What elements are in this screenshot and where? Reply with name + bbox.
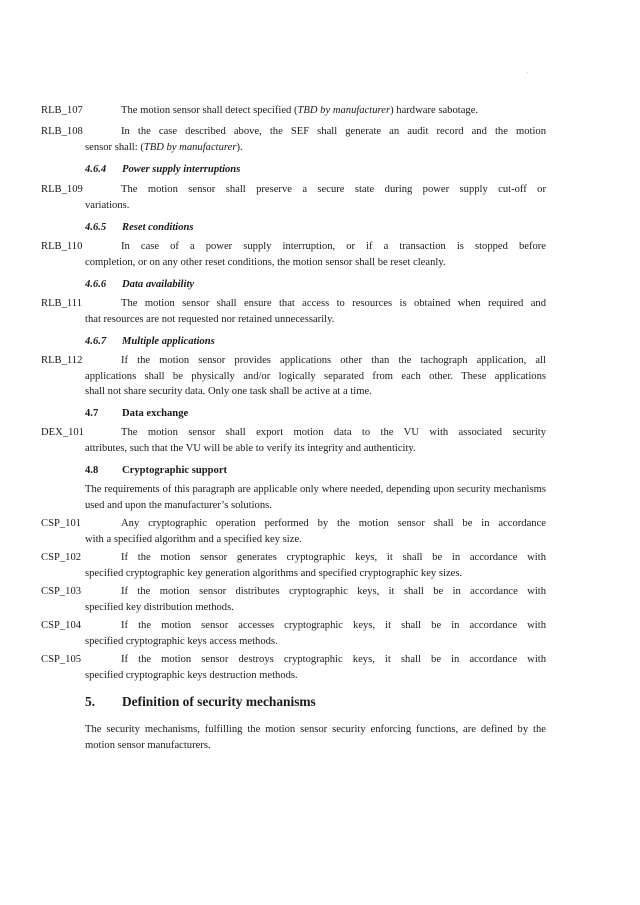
requirement-id: RLB_110 [41, 241, 83, 252]
requirement-dex-101 [41, 425, 546, 456]
subsection-title: Multiple applications [122, 336, 215, 347]
requirement-text: If the motion sensor generates cryptographic keys, it shall be in accordance with [121, 552, 546, 563]
requirement-text-cont: specified key distribution methods. [85, 601, 234, 613]
requirement-text: Any cryptographic operation performed by the motion sensor shall be in accordance [121, 518, 546, 529]
requirement-text-cont: with a specified algorithm and a specified key size. [85, 533, 302, 545]
requirement-text-cont: specified cryptographic key generation algorithms and specified cryptographic key sizes. [85, 567, 463, 579]
requirement-text-cont: specified cryptographic keys access methods. [85, 635, 278, 647]
requirement-csp-104 [41, 618, 546, 649]
requirement-id: RLB_107 [41, 105, 83, 116]
requirement-csp-101 [41, 516, 546, 547]
requirement-text: If the motion sensor distributes cryptographic keys, it shall be in accordance with [121, 586, 546, 597]
subsection-number: 4.6.5 [85, 222, 107, 233]
requirement-id: CSP_104 [41, 620, 82, 631]
requirement-rlb-112 [41, 353, 546, 400]
requirement-text-cont: completion, or on any other reset conditions, the motion sensor shall be reset cleanly. [85, 256, 446, 268]
requirement-text: If the motion sensor destroys cryptographic keys, it shall be in accordance with [121, 654, 546, 665]
requirement-text: In case of a power supply interruption, or if a transaction is stopped before [121, 241, 546, 252]
requirement-rlb-111 [41, 296, 546, 327]
subsection-heading-4-6-7 [85, 336, 215, 347]
requirement-text: The motion sensor shall ensure that access to resources is obtained when required and [121, 298, 546, 309]
requirement-id: CSP_105 [41, 654, 82, 665]
subsection-number: 4.6.4 [85, 164, 107, 175]
requirement-csp-103 [41, 584, 546, 615]
requirement-csp-105 [41, 652, 546, 683]
requirement-id: RLB_112 [41, 355, 83, 366]
section-number: 5. [85, 694, 96, 709]
subsection-number: 4.6.6 [85, 279, 107, 290]
subsection-heading-4-6-6 [85, 279, 194, 290]
requirement-text: The motion sensor shall preserve a secure state during power supply cut-off or [121, 184, 546, 195]
requirement-text-cont: applications shall be physically and/or logically separated from each other. These applications [85, 370, 546, 382]
requirement-rlb-110 [41, 239, 546, 270]
requirement-text: In the case described above, the SEF shall generate an audit record and the motion [121, 126, 546, 137]
requirement-text-cont: shall not share security data. Only one task shall be active at a time. [85, 386, 372, 397]
requirement-id: CSP_101 [41, 518, 82, 529]
requirement-text: If the motion sensor provides applications other than the tachograph application, all [121, 355, 546, 366]
subsection-heading-4-6-4 [85, 164, 240, 175]
requirement-id: CSP_102 [41, 552, 82, 563]
requirement-id: DEX_101 [41, 427, 84, 438]
requirement-text: If the motion sensor accesses cryptographic keys, it shall be in accordance with [121, 620, 546, 631]
section-heading-5 [85, 694, 316, 710]
section-body-5: The security mechanisms, fulfilling the motion sensor security enforcing functions, are defined by the motion sensor manufacturers. [85, 724, 546, 751]
section-heading-4-8 [85, 465, 227, 476]
section-intro-4-8: The requirements of this paragraph are applicable only where needed, depending upon security mechanisms used and upon the manufacturer’s solutions. [85, 484, 546, 511]
requirement-id: RLB_108 [41, 126, 83, 137]
subsection-title: Power supply interruptions [122, 164, 241, 175]
subsection-title: Data availability [122, 279, 195, 290]
subsection-title: Reset conditions [122, 222, 194, 233]
subsection-number: 4.6.7 [85, 336, 107, 347]
requirement-text-cont: attributes, such that the VU will be able to verify its integrity and authenticity. [85, 442, 416, 454]
requirement-rlb-109 [41, 182, 546, 213]
scan-speck [527, 72, 528, 73]
requirement-id: RLB_109 [41, 184, 83, 195]
requirement-id: CSP_103 [41, 586, 82, 597]
section-title: Definition of security mechanisms [122, 694, 316, 709]
section-title: Cryptographic support [122, 465, 228, 476]
requirement-text: The motion sensor shall export motion data to the VU with associated security [121, 427, 546, 438]
section-heading-4-7 [85, 408, 188, 419]
section-number: 4.7 [85, 408, 99, 419]
requirement-text-cont: that resources are not requested nor retained unnecessarily. [85, 313, 335, 325]
requirement-text-cont: variations. [85, 199, 130, 211]
section-title: Data exchange [122, 408, 189, 419]
requirement-text-cont: specified cryptographic keys destruction methods. [85, 669, 298, 681]
requirement-text-cont: sensor shall: (TBD by manufacturer). [85, 141, 243, 153]
requirement-csp-102 [41, 550, 546, 581]
requirement-id: RLB_111 [41, 298, 83, 309]
subsection-heading-4-6-5 [85, 222, 194, 233]
requirement-rlb-107 [41, 103, 546, 119]
requirement-rlb-108 [41, 124, 546, 155]
requirement-text: The motion sensor shall detect specified (TBD by manufacturer) hardware sabotage. [121, 105, 479, 116]
section-number: 4.8 [85, 465, 99, 476]
